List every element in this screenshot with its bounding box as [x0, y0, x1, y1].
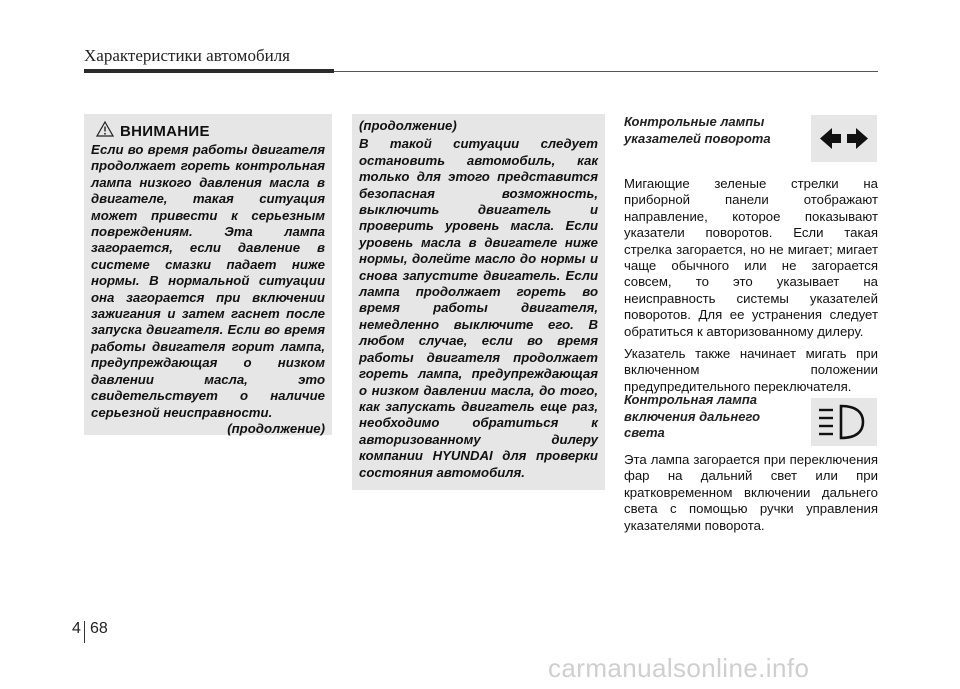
high-beam-heading-line1: Контрольная лампа	[624, 392, 757, 407]
high-beam-paragraph-1: Эта лампа загорается при переключения фар на дальний свет или при кратковременном включении дальнего света с помощью ручки управления указателями поворота.	[624, 452, 878, 533]
warning-panel	[84, 114, 332, 435]
turn-signal-icon-box	[811, 115, 877, 162]
header-rule-thick	[84, 69, 334, 73]
continued-label-top: (продолжение)	[359, 118, 457, 133]
warning-header	[91, 120, 325, 142]
high-beam-icon-box	[811, 398, 877, 446]
turn-signal-heading-line1: Контрольные лампы	[624, 114, 765, 129]
high-beam-heading-line2: включения дальнего	[624, 408, 761, 424]
turn-signal-heading-line2: указателей поворота	[624, 130, 771, 146]
continued-label: (продолжение)	[227, 420, 325, 436]
turn-signal-paragraph-2: Указатель также начинает мигать при включенном положении предупредительного переключателя.	[624, 346, 878, 394]
turn-signal-body	[624, 176, 878, 401]
continuation-panel	[352, 114, 605, 490]
high-beam-heading-line3: света	[624, 425, 665, 440]
page-number-separator	[84, 621, 85, 643]
warning-title: ВНИМАНИЕ	[120, 122, 210, 140]
warning-text: Если во время работы двигателя продолжает гореть контрольная лампа низкого давления масла в двигателе, такая ситуация может привести к серьезным повреждениям. Эта лампа загорается, если давление в системе смазки падает ниже нормы. В нормальной ситуации она загорается при включении зажигания и затем гаснет после запуска двигателя. Если во время работы двигателя горит лампа, предупреждающая о низком давлении масла, это свидетельствует о наличие серьезной неисправности.	[91, 142, 325, 420]
high-beam-body	[624, 452, 878, 540]
page-header-title: Характеристики автомобиля	[84, 46, 290, 65]
chapter-number: 4	[72, 620, 81, 637]
watermark: carmanualsonline.info	[548, 653, 810, 683]
header-rule-thin	[334, 71, 878, 72]
page-number: 68	[90, 620, 108, 637]
high-beam-icon	[811, 433, 877, 450]
warning-triangle-icon	[96, 121, 114, 142]
turn-signal-arrows-icon	[811, 149, 877, 166]
turn-signal-paragraph-1: Мигающие зеленые стрелки на приборной панели отображают направление, которое показывают указатели поворотов. Если такая стрелка загорается, но не мигает; мигает чаще обычного или не загорается совсем, то это указывает на неисправность системы указателей поворотов. Для ее устранения следует обратиться к авторизованному дилеру.	[624, 176, 878, 339]
continuation-text: В такой ситуации следует остановить автомобиль, как только для этого представится безопасная возможность, выключить двигатель и проверить уровень масла. Если уровень масла в двигателе ниже нормы, долейте масло до нормы и снова запустите двигатель. Если лампа продолжает гореть во время работы двигателя, немедленно выключите его. В любом случае, если во время работы двигателя продолжает гореть лампа, предупреждающая о низком давлении масла, до того, как запускать двигатель еще раз, необходимо обратиться к авторизованному дилеру компании HYUNDAI для проверки состояния автомобиля.	[359, 136, 598, 480]
